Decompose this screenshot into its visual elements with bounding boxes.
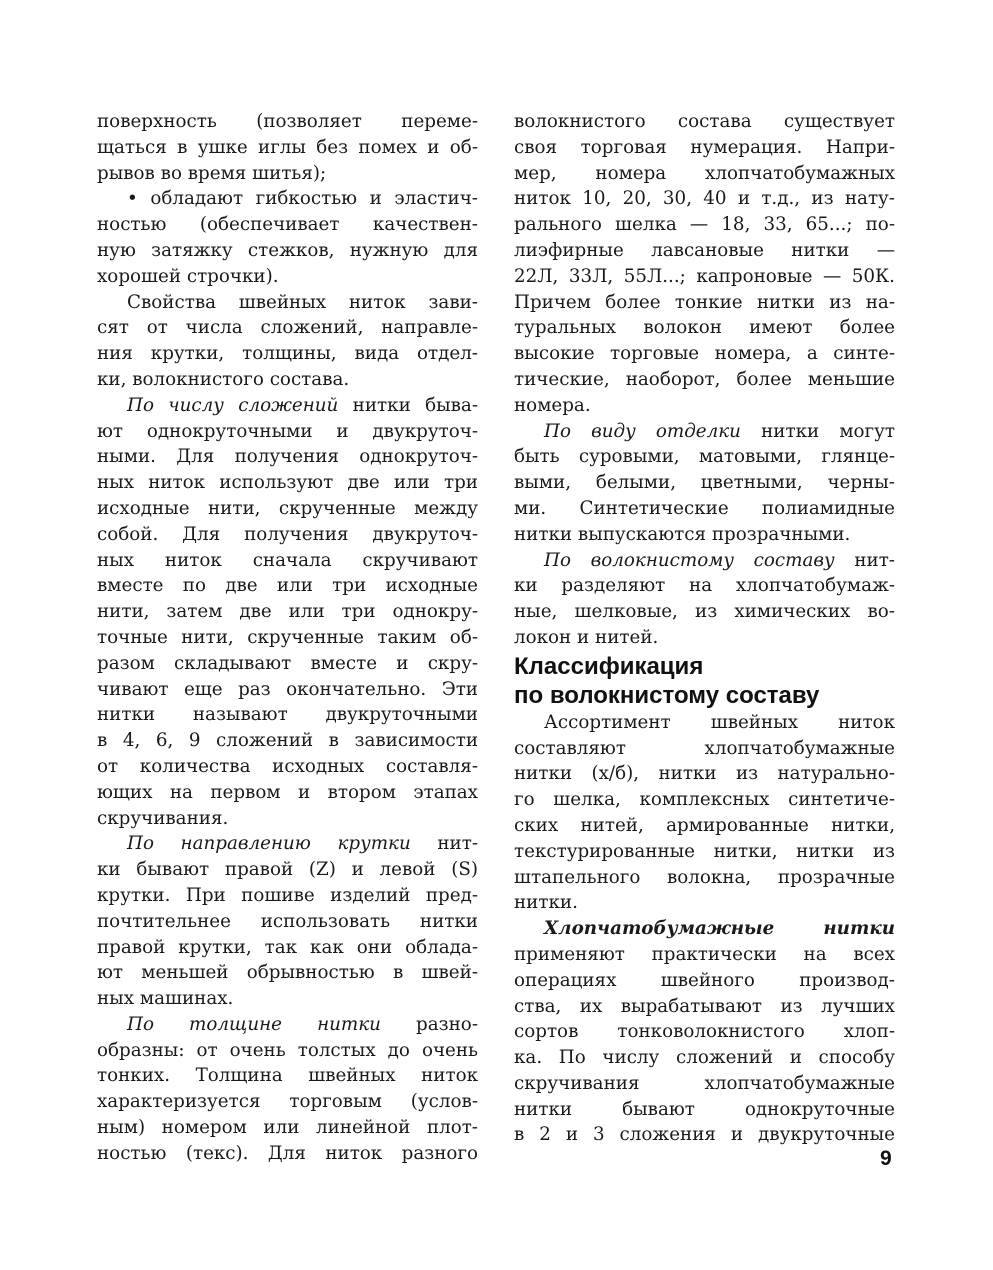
text-line xyxy=(514,761,895,787)
italic-term: По направлению крутки xyxy=(127,833,411,855)
line-text: собой. Для получения двукруточ- xyxy=(97,523,478,545)
line-text: Свойства швейных ниток зави- xyxy=(127,291,478,313)
italic-term: По виду отделки xyxy=(544,420,741,442)
line-text: ностью (текс). Для ниток разного xyxy=(97,1142,478,1164)
line-text: рывов во время шитья); xyxy=(97,162,327,184)
text-line xyxy=(514,444,895,470)
line-text: правой крутки, так как они облада- xyxy=(97,936,478,958)
text-line xyxy=(514,710,895,736)
line-text: сят от числа сложений, направле- xyxy=(97,317,478,339)
right-column-bottom-text xyxy=(514,710,895,1149)
line-text: ских нитей, армированные нитки, xyxy=(514,814,895,836)
line-text: выми, белыми, цветными, черны- xyxy=(514,472,895,494)
text-line xyxy=(97,599,478,625)
line-text: характеризуется торговым (услов- xyxy=(97,1091,478,1113)
line-text: нитки называют двукруточными xyxy=(97,704,478,726)
text-line xyxy=(514,625,895,651)
text-line xyxy=(514,813,895,839)
line-text: волокнистого состава существует xyxy=(514,111,895,132)
line-text: штапельного волокна, прозрачные xyxy=(514,866,895,888)
line-text: тонких. Толщина швейных ниток xyxy=(97,1065,478,1087)
text-line xyxy=(97,393,478,419)
text-line xyxy=(97,728,478,754)
text-line xyxy=(514,238,895,264)
text-line xyxy=(97,315,478,341)
line-text: нит- xyxy=(410,833,478,855)
line-text: лиэфирные лавсановые нитки — xyxy=(514,239,895,261)
line-text: нитки могут xyxy=(740,420,895,442)
text-line xyxy=(97,290,478,316)
section-heading-line-1: Классификация xyxy=(514,652,704,680)
line-text: нит- xyxy=(834,549,895,571)
text-line xyxy=(97,1115,478,1141)
line-text: го шелка, комплексных синтетиче- xyxy=(514,789,895,811)
line-text: сортов тонковолокнистого хлоп- xyxy=(514,1021,895,1043)
text-line xyxy=(97,367,478,393)
line-text: туральных волокон имеют более xyxy=(514,317,895,339)
text-line xyxy=(514,916,895,942)
line-text: ют меньшей обрывностью в швей- xyxy=(97,962,478,984)
text-line xyxy=(97,960,478,986)
text-line xyxy=(514,994,895,1020)
line-text: хорошей строчки). xyxy=(97,265,279,287)
line-text: ют однокруточными и двукруточ- xyxy=(97,420,478,442)
line-text: ным) номером или линейной плот- xyxy=(97,1117,478,1139)
line-text: щаться в ушке иглы без помех и об- xyxy=(97,136,478,158)
line-text: ниток 10, 20, 30, 40 и т.д., из нату- xyxy=(514,188,895,210)
text-line xyxy=(97,677,478,703)
line-text: поверхность (позволяет переме- xyxy=(97,111,478,132)
text-line xyxy=(97,522,478,548)
text-line xyxy=(97,470,478,496)
line-text: точные нити, скрученные таким об- xyxy=(97,626,478,648)
text-line xyxy=(514,1122,895,1148)
text-line xyxy=(514,968,895,994)
text-line xyxy=(514,736,895,762)
line-text: • обладают гибкостью и эластич- xyxy=(127,188,478,210)
text-line xyxy=(514,1097,895,1123)
line-text: крутки. При пошиве изделий пред- xyxy=(97,884,478,906)
line-text: своя торговая нумерация. Напри- xyxy=(514,136,895,158)
text-line xyxy=(97,935,478,961)
line-text: 22Л, 33Л, 55Л...; капроновые — 50К. xyxy=(514,265,895,287)
text-line xyxy=(97,1012,478,1038)
text-line xyxy=(97,1089,478,1115)
text-line xyxy=(514,496,895,522)
italic-term: По волокнистому составу xyxy=(544,549,835,571)
line-text: ных ниток используют две или три xyxy=(97,472,478,494)
line-text: нитки (х/б), нитки из натурально- xyxy=(514,763,895,785)
text-line xyxy=(514,839,895,865)
line-text: нитки бывают однокруточные xyxy=(514,1098,895,1120)
line-text: нити, затем две или три однокру- xyxy=(97,601,478,623)
section-heading-line-2: по волокнистому составу xyxy=(514,681,820,709)
text-line xyxy=(97,419,478,445)
line-text: скручивания хлопчатобумажные xyxy=(514,1072,895,1094)
line-text: скручивания. xyxy=(97,807,229,829)
line-text: Причем более тонкие нитки из на- xyxy=(514,291,895,313)
text-line xyxy=(97,1141,478,1167)
text-line xyxy=(514,942,895,968)
line-text: нитки. xyxy=(514,892,578,914)
text-line xyxy=(514,315,895,341)
text-line xyxy=(514,290,895,316)
text-line xyxy=(514,787,895,813)
line-text: ных ниток сначала скручивают xyxy=(97,549,478,571)
text-line xyxy=(514,599,895,625)
right-column-top-text xyxy=(514,109,895,651)
line-text: ющих на первом и втором этапах xyxy=(97,781,478,803)
line-text: ными. Для получения однокруточ- xyxy=(97,446,478,468)
text-line xyxy=(97,1063,478,1089)
line-text: от количества исходных составля- xyxy=(97,755,478,777)
text-line xyxy=(514,1071,895,1097)
text-line xyxy=(97,857,478,883)
line-text: текстурированные нитки, нитки из xyxy=(514,840,895,862)
line-text: ные, шелковые, из химических во- xyxy=(514,601,895,623)
line-text: чивают еще раз окончательно. Эти xyxy=(97,678,478,700)
line-text: Ассортимент швейных ниток xyxy=(544,711,895,733)
text-line xyxy=(514,419,895,445)
text-line xyxy=(514,522,895,548)
line-text: вместе по две или три исходные xyxy=(97,575,478,597)
line-text: мер, номера хлопчатобумажных xyxy=(514,162,895,184)
line-text: составляют хлопчатобумажные xyxy=(514,737,895,759)
text-line xyxy=(97,341,478,367)
text-line xyxy=(514,341,895,367)
line-text: нитки выпускаются прозрачными. xyxy=(514,523,851,545)
text-line xyxy=(514,393,895,419)
line-text: тические, наоборот, более меньшие xyxy=(514,368,895,390)
page-number: 9 xyxy=(880,1147,892,1170)
line-text: в 4, 6, 9 сложений в зависимости xyxy=(97,730,478,752)
line-text: ния крутки, толщины, вида отдел- xyxy=(97,343,478,365)
line-text: высокие торговые номера, а синте- xyxy=(514,343,895,365)
right-column xyxy=(514,109,895,1148)
line-text: образны: от очень толстых до очень xyxy=(97,1039,478,1061)
line-text: ки, волокнистого состава. xyxy=(97,368,350,390)
text-line xyxy=(97,780,478,806)
line-text: нитки быва- xyxy=(338,394,478,416)
text-line xyxy=(514,1019,895,1045)
text-line xyxy=(97,909,478,935)
text-line xyxy=(97,548,478,574)
line-text: ка. По числу сложений и способу xyxy=(514,1047,895,1069)
line-text: ства, их вырабатывают из лучших xyxy=(514,995,895,1017)
line-text: в 2 и 3 сложения и двукруточные xyxy=(514,1124,895,1146)
text-line xyxy=(514,890,895,916)
text-line xyxy=(514,1045,895,1071)
text-line xyxy=(97,806,478,832)
text-line xyxy=(514,161,895,187)
line-text: быть суровыми, матовыми, глянце- xyxy=(514,446,895,468)
text-line xyxy=(97,238,478,264)
line-text: рального шелка — 18, 33, 65...; по- xyxy=(514,214,895,236)
line-text: ки бывают правой (Z) и левой (S) xyxy=(97,859,478,881)
text-line xyxy=(514,573,895,599)
text-line xyxy=(97,625,478,651)
line-text: номера. xyxy=(514,394,591,416)
text-line xyxy=(97,496,478,522)
text-line xyxy=(97,754,478,780)
text-line xyxy=(514,367,895,393)
line-text: ностью (обеспечивает качествен- xyxy=(97,214,478,236)
text-line xyxy=(97,651,478,677)
line-text: исходные нити, скрученные между xyxy=(97,497,478,519)
line-text: разно- xyxy=(380,1013,478,1035)
text-line xyxy=(514,548,895,574)
line-text: ми. Синтетические полиамидные xyxy=(514,497,895,519)
bold-italic-term: Хлопчатобумажные нитки xyxy=(544,918,895,940)
text-line xyxy=(514,264,895,290)
text-line xyxy=(97,264,478,290)
text-line xyxy=(97,135,478,161)
line-text: ных машинах. xyxy=(97,988,234,1010)
text-line xyxy=(97,161,478,187)
text-line xyxy=(97,109,478,135)
text-line xyxy=(514,186,895,212)
text-line xyxy=(514,135,895,161)
line-text: ки разделяют на хлопчатобумаж- xyxy=(514,575,895,597)
text-line xyxy=(514,865,895,891)
text-line xyxy=(97,444,478,470)
text-line xyxy=(97,1038,478,1064)
line-text: почтительнее использовать нитки xyxy=(97,910,478,932)
text-line xyxy=(514,109,895,135)
text-line xyxy=(97,831,478,857)
text-line xyxy=(97,986,478,1012)
text-line xyxy=(97,573,478,599)
italic-term: По числу сложений xyxy=(127,394,339,416)
text-line xyxy=(97,883,478,909)
text-line xyxy=(514,212,895,238)
line-text: ную затяжку стежков, нужную для xyxy=(97,239,478,261)
text-line xyxy=(514,470,895,496)
line-text: операциях швейного производ- xyxy=(514,969,895,991)
italic-term: По толщине нитки xyxy=(127,1013,381,1035)
line-text: применяют практически на всех xyxy=(514,943,895,965)
text-line xyxy=(97,186,478,212)
left-column xyxy=(97,109,478,1167)
line-text: локон и нитей. xyxy=(514,626,659,648)
line-text: разом складывают вместе и скру- xyxy=(97,652,478,674)
text-line xyxy=(97,212,478,238)
text-line xyxy=(97,702,478,728)
